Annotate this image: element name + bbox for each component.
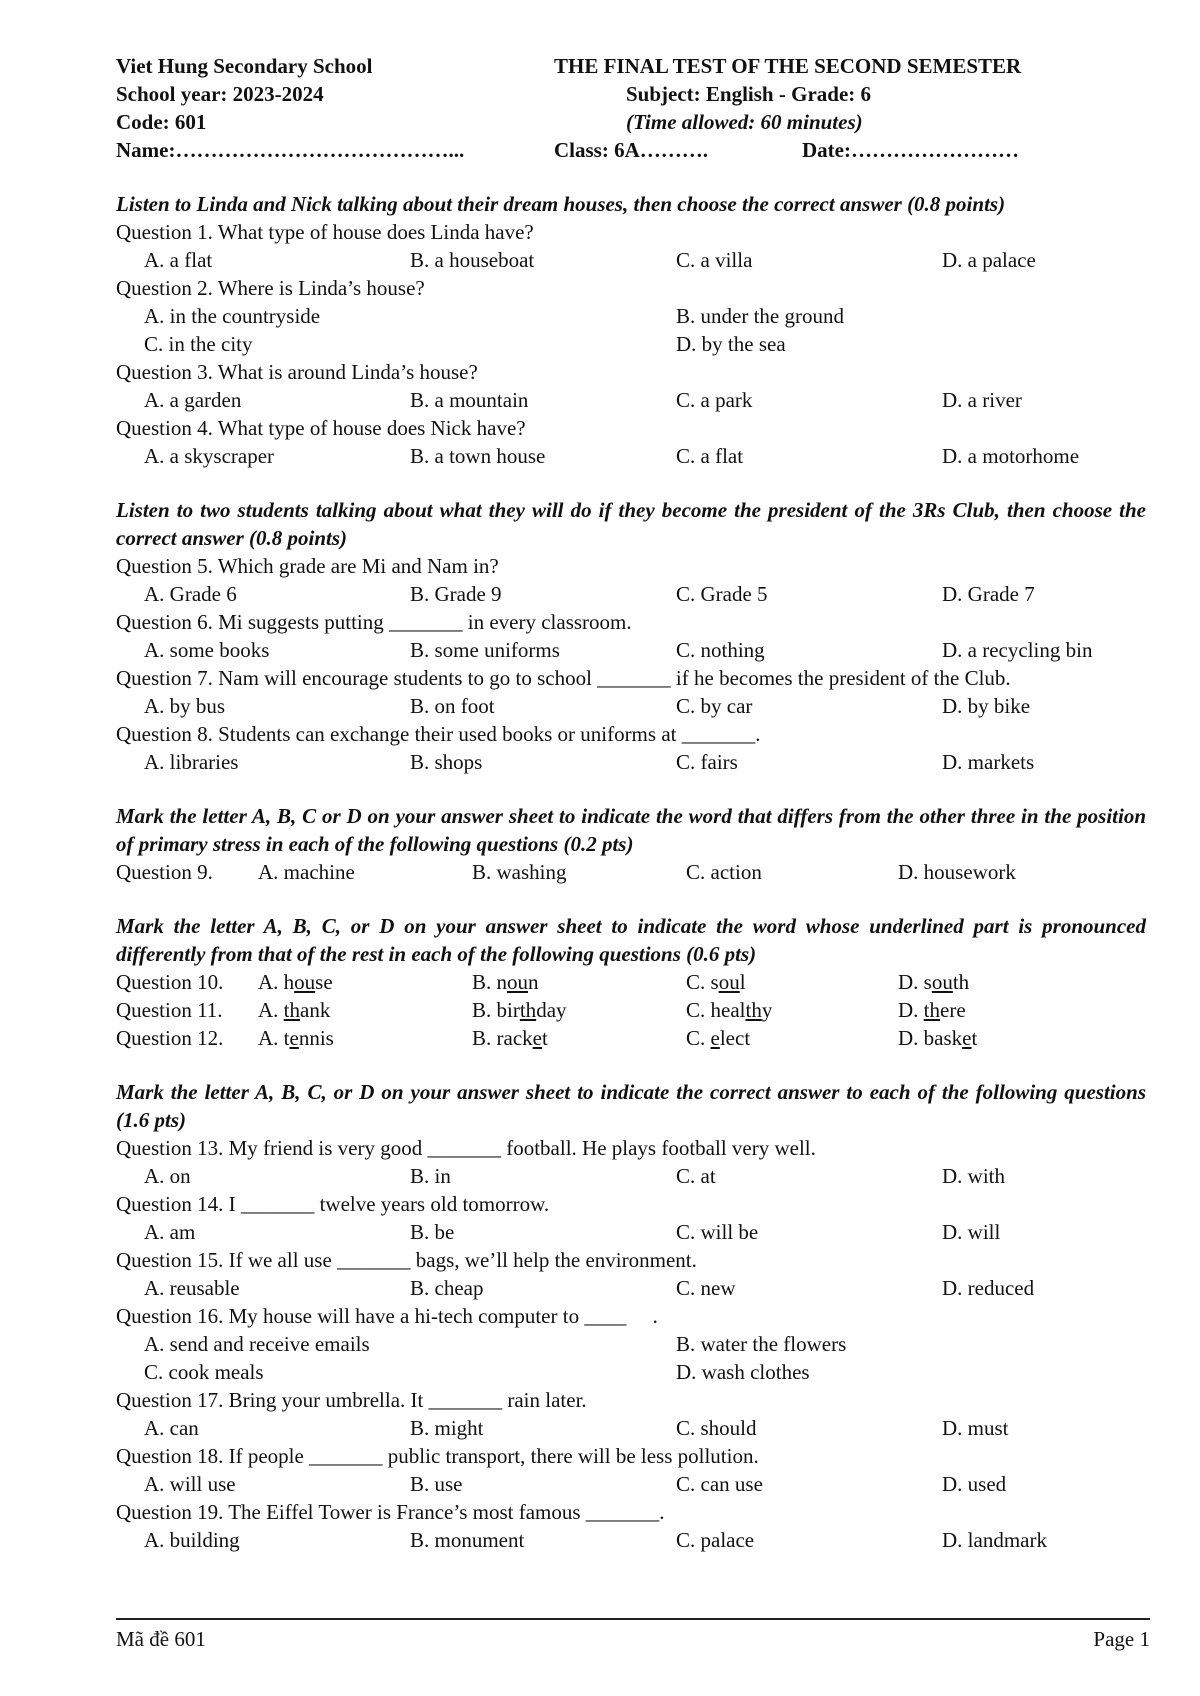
question-18-options bbox=[116, 1470, 1146, 1498]
option-b[interactable] bbox=[472, 1024, 548, 1052]
underlined-part: ou bbox=[718, 970, 740, 994]
option-c[interactable]: C. nothing bbox=[676, 638, 765, 662]
option-c[interactable]: C. a villa bbox=[676, 248, 753, 272]
header-row-4 bbox=[116, 136, 1146, 164]
option-d[interactable]: D. must bbox=[942, 1416, 1009, 1440]
option-b[interactable] bbox=[472, 996, 567, 1024]
option-a[interactable]: A. send and receive emails bbox=[144, 1332, 370, 1356]
footer-exam-code: Mã đề 601 bbox=[116, 1627, 206, 1651]
option-text: B. rack bbox=[472, 1026, 533, 1050]
option-d[interactable]: D. Grade 7 bbox=[942, 582, 1035, 606]
option-c[interactable] bbox=[686, 1024, 750, 1052]
question-13-options bbox=[116, 1162, 1146, 1190]
option-a[interactable] bbox=[258, 996, 330, 1024]
option-c[interactable]: C. a flat bbox=[676, 444, 744, 468]
section-3-instruction: Mark the letter A, B, C or D on your answer sheet to indicate the word that differs from the other three in the position of primary stress in each of the following questions (0.2 pts) bbox=[116, 804, 1146, 856]
exam-code: Code: 601 bbox=[116, 110, 207, 134]
question-2: Question 2. Where is Linda’s house? bbox=[116, 276, 425, 300]
option-text: se bbox=[315, 970, 333, 994]
question-19-options bbox=[116, 1526, 1146, 1554]
option-c[interactable] bbox=[686, 968, 746, 996]
school-year: School year: 2023-2024 bbox=[116, 82, 324, 106]
option-a[interactable]: A. by bus bbox=[144, 694, 226, 718]
option-text: C. bbox=[686, 1026, 711, 1050]
option-d[interactable]: D. wash clothes bbox=[676, 1360, 810, 1384]
underlined-part: th bbox=[519, 998, 537, 1022]
underlined-part: th bbox=[745, 998, 762, 1022]
underlined-part: ou bbox=[931, 970, 953, 994]
option-b[interactable]: B. shops bbox=[410, 750, 483, 774]
option-d[interactable]: D. markets bbox=[942, 750, 1035, 774]
option-b[interactable]: B. be bbox=[410, 1220, 455, 1244]
option-b[interactable]: B. a mountain bbox=[410, 388, 529, 412]
section-4-instruction: Mark the letter A, B, C, or D on your answer sheet to indicate the word whose underlined part is pronounced differently from that of the rest in each of the following questions (0.6 pts) bbox=[116, 914, 1146, 966]
option-a[interactable]: A. Grade 6 bbox=[144, 582, 237, 606]
question-1-options bbox=[116, 246, 1146, 274]
option-a[interactable]: A. reusable bbox=[144, 1276, 240, 1300]
date-field[interactable]: Date:…………………… bbox=[802, 138, 1019, 162]
class-field[interactable]: Class: 6A………. bbox=[554, 138, 709, 162]
option-b[interactable]: B. washing bbox=[472, 860, 567, 884]
option-b[interactable]: B. some uniforms bbox=[410, 638, 560, 662]
option-text: y bbox=[761, 998, 773, 1022]
spacer bbox=[116, 470, 1146, 496]
option-text: t bbox=[541, 1026, 548, 1050]
option-b[interactable]: B. Grade 9 bbox=[410, 582, 502, 606]
option-b[interactable]: B. on foot bbox=[410, 694, 495, 718]
underlined-part: e bbox=[532, 1026, 542, 1050]
underlined-part: ou bbox=[507, 970, 529, 994]
section-2-instruction: Listen to two students talking about what they will do if they become the president of the 3Rs Club, then choose the correct answer (0.8 points) bbox=[116, 498, 1146, 550]
option-d[interactable] bbox=[898, 996, 966, 1024]
question-11: Question 11. bbox=[116, 998, 223, 1022]
section-5-instruction: Mark the letter A, B, C, or D on your answer sheet to indicate the correct answer to each of the following questions (1.6 pts) bbox=[116, 1080, 1146, 1132]
option-text: C. s bbox=[686, 970, 719, 994]
test-title: THE FINAL TEST OF THE SECOND SEMESTER bbox=[554, 54, 1022, 78]
question-4: Question 4. What type of house does Nick have? bbox=[116, 416, 526, 440]
option-c[interactable]: C. will be bbox=[676, 1220, 759, 1244]
option-d[interactable]: D. will bbox=[942, 1220, 1001, 1244]
question-3: Question 3. What is around Linda’s house? bbox=[116, 360, 478, 384]
question-2-options-row-2 bbox=[116, 330, 1146, 358]
underlined-part: e bbox=[710, 1026, 720, 1050]
question-7: Question 7. Nam will encourage students to go to school _______ if he becomes the president of the Club. bbox=[116, 666, 1011, 690]
name-field[interactable]: Name:…………………………………... bbox=[116, 138, 465, 162]
question-9: Question 9. bbox=[116, 860, 213, 884]
underlined-part: e bbox=[289, 1026, 299, 1050]
question-1: Question 1. What type of house does Linda have? bbox=[116, 220, 534, 244]
option-d[interactable]: D. housework bbox=[898, 860, 1016, 884]
question-13: Question 13. My friend is very good _______ football. He plays football very well. bbox=[116, 1136, 816, 1160]
option-c[interactable]: C. action bbox=[686, 860, 762, 884]
school-name: Viet Hung Secondary School bbox=[116, 54, 373, 78]
option-c[interactable]: C. at bbox=[676, 1164, 716, 1188]
option-d[interactable]: D. reduced bbox=[942, 1276, 1035, 1300]
option-d[interactable]: D. with bbox=[942, 1164, 1005, 1188]
option-d[interactable]: D. by the sea bbox=[676, 332, 786, 356]
option-text: B. n bbox=[472, 970, 508, 994]
question-8: Question 8. Students can exchange their used books or uniforms at _______. bbox=[116, 722, 761, 746]
option-text: nnis bbox=[298, 1026, 334, 1050]
option-b[interactable]: B. cheap bbox=[410, 1276, 484, 1300]
question-16-options-row-2 bbox=[116, 1358, 1146, 1386]
option-d[interactable] bbox=[898, 1024, 977, 1052]
question-15: Question 15. If we all use _______ bags, we’ll help the environment. bbox=[116, 1248, 697, 1272]
option-d[interactable]: D. a recycling bin bbox=[942, 638, 1093, 662]
option-a[interactable]: A. machine bbox=[258, 860, 355, 884]
option-b[interactable]: B. under the ground bbox=[676, 304, 844, 328]
question-5-options bbox=[116, 580, 1146, 608]
option-a[interactable]: A. a skyscraper bbox=[144, 444, 275, 468]
question-3-options bbox=[116, 386, 1146, 414]
question-8-options bbox=[116, 748, 1146, 776]
option-b[interactable]: B. use bbox=[410, 1472, 463, 1496]
subject: Subject: English - Grade: 6 bbox=[626, 82, 872, 106]
option-text: D. bask bbox=[898, 1026, 963, 1050]
option-b[interactable]: B. water the flowers bbox=[676, 1332, 847, 1356]
question-18: Question 18. If people _______ public transport, there will be less pollution. bbox=[116, 1444, 759, 1468]
option-a[interactable]: A. will use bbox=[144, 1472, 236, 1496]
question-14: Question 14. I _______ twelve years old tomorrow. bbox=[116, 1192, 550, 1216]
option-d[interactable]: D. landmark bbox=[942, 1528, 1047, 1552]
footer-divider bbox=[116, 1618, 1150, 1620]
option-c[interactable]: C. can use bbox=[676, 1472, 763, 1496]
underlined-part: th bbox=[283, 998, 301, 1022]
option-a[interactable] bbox=[258, 1024, 334, 1052]
option-a[interactable]: A. can bbox=[144, 1416, 199, 1440]
question-17-options bbox=[116, 1414, 1146, 1442]
question-16: Question 16. My house will have a hi-tech computer to ____ . bbox=[116, 1304, 658, 1328]
option-d[interactable]: D. used bbox=[942, 1472, 1007, 1496]
option-c[interactable]: C. cook meals bbox=[144, 1360, 264, 1384]
option-text: A. t bbox=[258, 1026, 290, 1050]
question-6: Question 6. Mi suggests putting _______ in every classroom. bbox=[116, 610, 632, 634]
option-b[interactable]: B. in bbox=[410, 1164, 451, 1188]
header-row-3 bbox=[116, 108, 1146, 136]
option-text: l bbox=[739, 970, 746, 994]
option-b[interactable]: B. a town house bbox=[410, 444, 546, 468]
option-text: n bbox=[528, 970, 539, 994]
exam-page bbox=[116, 52, 1146, 1554]
option-a[interactable]: A. a garden bbox=[144, 388, 242, 412]
option-b[interactable]: B. monument bbox=[410, 1528, 525, 1552]
spacer bbox=[116, 886, 1146, 912]
question-5: Question 5. Which grade are Mi and Nam in? bbox=[116, 554, 499, 578]
option-text: A. h bbox=[258, 970, 295, 994]
option-b[interactable]: B. a houseboat bbox=[410, 248, 535, 272]
option-a[interactable]: A. in the countryside bbox=[144, 304, 321, 328]
option-a[interactable]: A. am bbox=[144, 1220, 196, 1244]
option-b[interactable]: B. might bbox=[410, 1416, 484, 1440]
option-text: lect bbox=[719, 1026, 751, 1050]
option-d[interactable]: D. a palace bbox=[942, 248, 1036, 272]
underlined-part: ou bbox=[294, 970, 316, 994]
question-7-options bbox=[116, 692, 1146, 720]
time-allowed: (Time allowed: 60 minutes) bbox=[626, 110, 863, 134]
spacer bbox=[116, 1052, 1146, 1078]
option-text: D. bbox=[898, 998, 924, 1022]
header-row-2 bbox=[116, 80, 1146, 108]
spacer bbox=[116, 776, 1146, 802]
question-10-row bbox=[116, 968, 1146, 996]
question-12: Question 12. bbox=[116, 1026, 224, 1050]
option-c[interactable]: C. by car bbox=[676, 694, 753, 718]
option-text: ere bbox=[940, 998, 966, 1022]
option-c[interactable]: C. Grade 5 bbox=[676, 582, 768, 606]
question-6-options bbox=[116, 636, 1146, 664]
option-text: t bbox=[971, 1026, 978, 1050]
option-text: ank bbox=[300, 998, 331, 1022]
option-a[interactable] bbox=[258, 968, 333, 996]
option-a[interactable]: A. a flat bbox=[144, 248, 213, 272]
option-text: B. bir bbox=[472, 998, 520, 1022]
option-b[interactable] bbox=[472, 968, 539, 996]
option-d[interactable] bbox=[898, 968, 969, 996]
option-a[interactable]: A. some books bbox=[144, 638, 270, 662]
option-a[interactable]: A. on bbox=[144, 1164, 191, 1188]
option-text: C. heal bbox=[686, 998, 746, 1022]
option-d[interactable]: D. a motorhome bbox=[942, 444, 1080, 468]
question-17: Question 17. Bring your umbrella. It _______ rain later. bbox=[116, 1388, 587, 1412]
option-d[interactable]: D. by bike bbox=[942, 694, 1031, 718]
question-15-options bbox=[116, 1274, 1146, 1302]
question-14-options bbox=[116, 1218, 1146, 1246]
option-text: D. s bbox=[898, 970, 932, 994]
section-1-instruction: Listen to Linda and Nick talking about their dream houses, then choose the correct answer (0.8 points) bbox=[116, 192, 1006, 216]
question-12-row bbox=[116, 1024, 1146, 1052]
option-a[interactable]: A. libraries bbox=[144, 750, 239, 774]
option-c[interactable]: C. a park bbox=[676, 388, 753, 412]
question-4-options bbox=[116, 442, 1146, 470]
question-9-row bbox=[116, 858, 1146, 886]
footer-page-number: Page 1 bbox=[1093, 1627, 1150, 1651]
option-text: th bbox=[952, 970, 970, 994]
option-c[interactable] bbox=[686, 996, 772, 1024]
option-text: day bbox=[536, 998, 567, 1022]
option-c[interactable]: C. palace bbox=[676, 1528, 755, 1552]
option-d[interactable]: D. a river bbox=[942, 388, 1022, 412]
header-row-1 bbox=[116, 52, 1146, 80]
option-c[interactable]: C. fairs bbox=[676, 750, 738, 774]
option-c[interactable]: C. new bbox=[676, 1276, 736, 1300]
question-11-row bbox=[116, 996, 1146, 1024]
underlined-part: th bbox=[923, 998, 941, 1022]
question-2-options-row-1 bbox=[116, 302, 1146, 330]
option-c[interactable]: C. should bbox=[676, 1416, 757, 1440]
question-19: Question 19. The Eiffel Tower is France’s most famous _______. bbox=[116, 1500, 665, 1524]
spacer bbox=[116, 164, 1146, 190]
option-c[interactable]: C. in the city bbox=[144, 332, 253, 356]
question-16-options-row-1 bbox=[116, 1330, 1146, 1358]
option-text: A. bbox=[258, 998, 284, 1022]
underlined-part: e bbox=[962, 1026, 972, 1050]
question-10: Question 10. bbox=[116, 970, 224, 994]
option-a[interactable]: A. building bbox=[144, 1528, 240, 1552]
